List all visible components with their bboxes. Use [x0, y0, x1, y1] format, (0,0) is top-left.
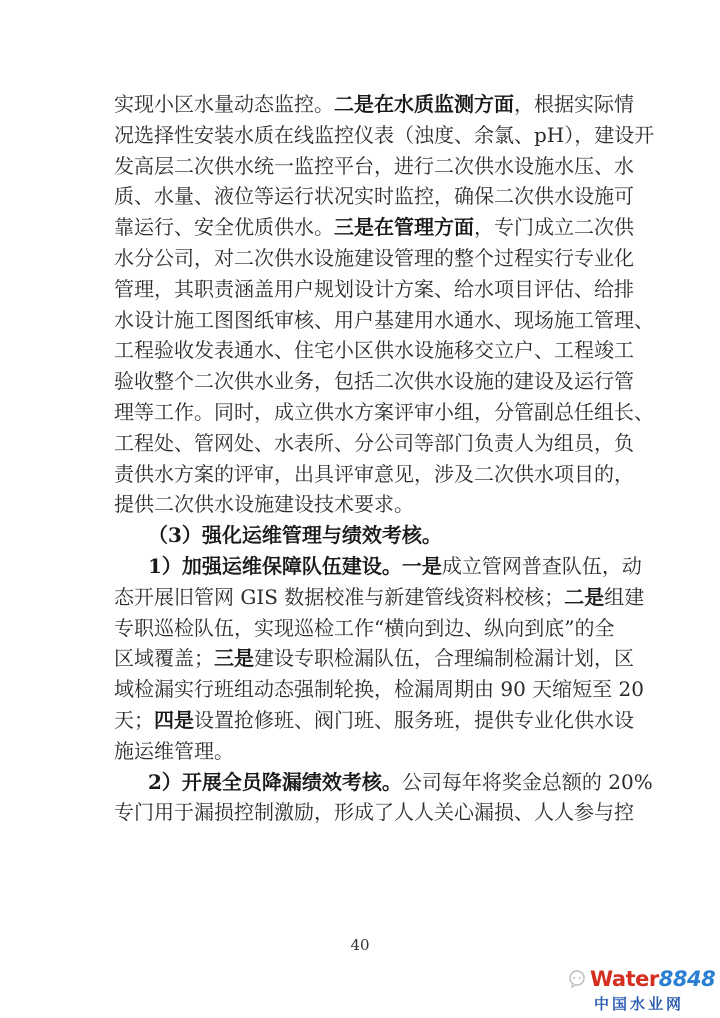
text-line	[114, 181, 634, 211]
text-line	[114, 797, 634, 827]
text-run: 成立管网普查队伍，动	[441, 554, 642, 578]
text-line	[114, 397, 654, 427]
text-line	[114, 243, 634, 273]
text-run: 水设计施工图图纸审核、用户基建用水通水、现场施工管理、	[114, 308, 654, 332]
bold-phrase: 四是	[154, 708, 194, 732]
text-line	[114, 459, 634, 489]
text-line	[114, 274, 634, 304]
bold-phrase: （3）强化运维管理与绩效考核。	[148, 523, 442, 547]
watermark	[590, 966, 718, 1016]
section-heading	[148, 520, 614, 550]
text-line	[114, 428, 634, 458]
text-run: 建设专职检漏队伍，合理编制检漏计划，区	[254, 646, 634, 670]
bold-phrase: 1）加强运维保障队伍建设。一是	[148, 554, 442, 578]
bold-phrase: 三是	[214, 646, 254, 670]
text-line	[114, 335, 634, 365]
text-line	[114, 305, 654, 335]
text-run: 提供二次供水设施建设技术要求。	[114, 492, 414, 516]
text-line	[114, 151, 634, 181]
text-run: 域检漏实行班组动态强制轮换，检漏周期由 90 天缩短至 20	[114, 677, 644, 701]
text-run: 设置抢修班、阀门班、服务班，提供专业化供水设	[194, 708, 634, 732]
text-line	[114, 582, 645, 612]
text-line	[114, 736, 614, 766]
chat-bubble-icon	[568, 970, 586, 988]
text-run: 态开展旧管网 GIS 数据校准与新建管线资料校核；	[114, 585, 565, 609]
bold-phrase: 三是在管理方面	[334, 215, 474, 239]
text-line	[114, 674, 644, 704]
text-line	[148, 767, 653, 797]
text-line	[114, 212, 634, 242]
text-run: 专职巡检队伍，实现巡检工作“横向到边、纵向到底”的全	[114, 616, 615, 640]
text-run: ，专门成立二次供	[474, 215, 634, 239]
text-line	[114, 120, 655, 150]
text-run: 理等工作。同时，成立供水方案评审小组，分管副总任组长、	[114, 400, 654, 424]
text-run: 发高层二次供水统一监控平台，进行二次供水设施水压、水	[114, 154, 634, 178]
text-line	[114, 705, 634, 735]
text-run: 天；	[114, 708, 154, 732]
page-number: 40	[350, 936, 370, 954]
bold-phrase: 二是	[564, 585, 605, 609]
text-run: 实现小区水量动态监控。	[114, 92, 334, 116]
bold-phrase: 2）开展全员降漏绩效考核。	[148, 770, 402, 794]
text-run: 专门用于漏损控制激励，形成了人人关心漏损、人人参与控	[114, 800, 634, 824]
watermark-site-name: 中国水业网	[594, 995, 685, 1013]
text-run: 工程验收发表通水、住宅小区供水设施移交立户、工程竣工	[114, 338, 634, 362]
text-run: 区域覆盖；	[114, 646, 214, 670]
text-run: 靠运行、安全优质供水。	[114, 215, 334, 239]
text-run: 况选择性安装水质在线监控仪表（浊度、余氯、pH），建设开	[114, 123, 655, 147]
text-run: 质、水量、液位等运行状况实时监控，确保二次供水设施可	[114, 184, 634, 208]
text-run: 施运维管理。	[114, 739, 234, 763]
text-line	[114, 613, 614, 643]
text-line	[114, 366, 634, 396]
text-run: 管理，其职责涵盖用户规划设计方案、给水项目评估、给排	[114, 277, 634, 301]
watermark-logo	[590, 966, 718, 992]
text-line	[114, 643, 634, 673]
watermark-logo-number: 8848	[658, 967, 716, 991]
text-run: 责供水方案的评审，出具评审意见，涉及二次供水项目的，	[114, 462, 634, 486]
text-run: 验收整个二次供水业务，包括二次供水设施的建设及运行管	[114, 369, 634, 393]
text-line	[148, 551, 642, 581]
text-run: 公司每年将奖金总额的 20%	[401, 770, 653, 794]
text-line	[114, 489, 614, 519]
text-run: ，根据实际情	[514, 92, 634, 116]
text-line	[114, 89, 634, 119]
text-run: 工程处、管网处、水表所、分公司等部门负责人为组员，负	[114, 431, 634, 455]
watermark-logo-water: Water	[590, 967, 659, 991]
text-run: 水分公司，对二次供水设施建设管理的整个过程实行专业化	[114, 246, 634, 270]
text-run: 组建	[604, 585, 645, 609]
bold-phrase: 二是在水质监测方面	[334, 92, 514, 116]
